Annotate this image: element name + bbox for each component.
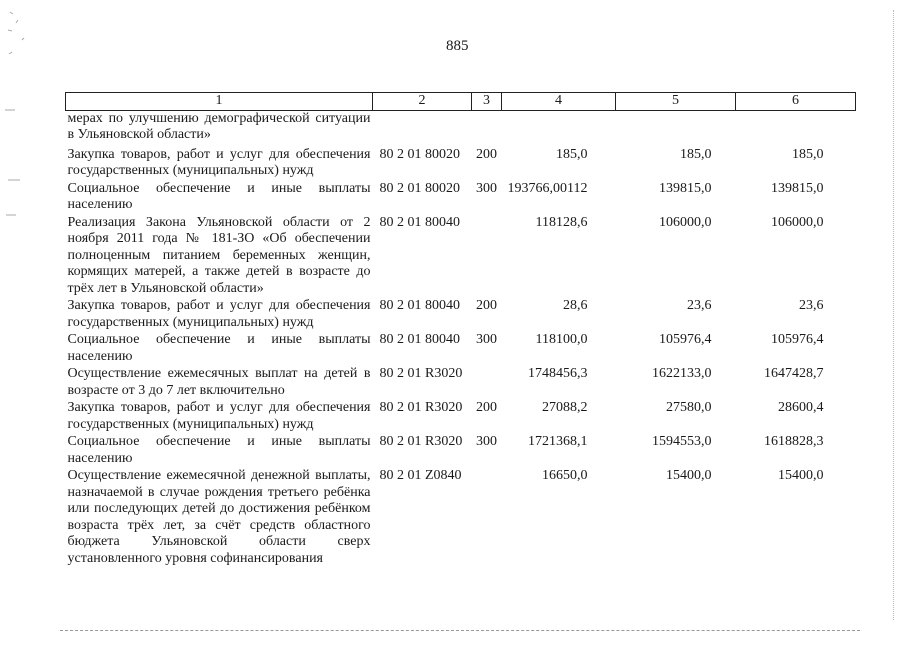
row-value-5: 27580,0 — [666, 400, 712, 415]
table-row — [66, 181, 856, 215]
table-row — [66, 298, 856, 332]
row-name: Реализация Закона Ульяновской области от 2 ноября 2011 года № 181-ЗО «Об обеспечении полноценным питанием беременных женщин, кормящих матерей, а также детей в возрасте до трёх лет в Ульяновской области» — [67, 214, 371, 296]
row-value-6: 105976,4 — [771, 332, 824, 347]
row-value-6: 139815,0 — [771, 180, 824, 196]
row-value-4: 193766,00112 — [507, 180, 588, 196]
table-row — [66, 468, 856, 568]
row-type — [472, 366, 502, 400]
row-code: 80 2 01 80020 — [379, 180, 460, 196]
row-code: 80 2 01 R3020 — [379, 366, 463, 381]
row-value-4: 118100,0 — [535, 332, 588, 347]
table-row — [66, 110, 856, 145]
row-value-6: 1618828,3 — [764, 434, 824, 449]
row-name: Социальное обеспечение и иные выплаты населению — [67, 180, 371, 212]
row-code: 80 2 01 80040 — [379, 298, 460, 313]
row-type: 200 — [476, 400, 497, 415]
scan-bottom-edge — [60, 630, 860, 631]
row-type: 200 — [476, 146, 497, 162]
row-value-5: 23,6 — [687, 298, 712, 313]
row-value-5: 106000,0 — [659, 214, 712, 230]
table-row — [66, 434, 856, 468]
row-type: 200 — [476, 298, 497, 313]
row-value-6: 185,0 — [792, 146, 824, 162]
page-number: 885 — [446, 38, 469, 54]
row-value-4: 1748456,3 — [528, 366, 588, 381]
row-code — [373, 110, 472, 145]
row-value-5: 15400,0 — [666, 468, 712, 483]
row-code: 80 2 01 R3020 — [379, 434, 463, 449]
row-name: Закупка товаров, работ и услуг для обеспечения государственных (муниципальных) нужд — [67, 146, 371, 178]
row-code: 80 2 01 80040 — [379, 214, 460, 230]
row-value-6 — [736, 110, 856, 145]
row-value-6: 28600,4 — [778, 400, 824, 415]
row-value-4: 16650,0 — [542, 468, 588, 483]
column-header-2: 2 — [373, 93, 472, 111]
table-row — [66, 366, 856, 400]
row-value-4: 1721368,1 — [528, 434, 588, 449]
row-type: 300 — [476, 180, 497, 196]
row-value-4: 185,0 — [556, 146, 588, 162]
table-row — [66, 400, 856, 434]
row-value-6: 1647428,7 — [764, 366, 824, 381]
budget-table — [65, 92, 856, 568]
table-header-row — [66, 93, 856, 111]
row-type: 300 — [476, 332, 497, 347]
row-name: Социальное обеспечение и иные выплаты населению — [67, 434, 371, 466]
row-code: 80 2 01 R3020 — [379, 400, 463, 415]
table-row — [66, 145, 856, 181]
row-value-6: 15400,0 — [778, 468, 824, 483]
column-header-3: 3 — [472, 93, 502, 111]
table-row — [66, 332, 856, 366]
scan-edge-marks — [0, 0, 40, 640]
row-name: Осуществление ежемесячной денежной выплаты, назначаемой в случае рождения третьего ребёнка или последующих детей до достижения ребёнком возраста трёх лет, за счёт средств областного бюджета Ульяновской области сверх установленного уровня софинансирования — [67, 468, 371, 566]
row-value-5: 105976,4 — [659, 332, 712, 347]
row-name: Осуществление ежемесячных выплат на детей в возрасте от 3 до 7 лет включительно — [67, 366, 371, 398]
table-row — [66, 215, 856, 299]
row-value-4: 118128,6 — [535, 214, 588, 230]
row-value-4: 28,6 — [563, 298, 588, 313]
row-value-5: 1622133,0 — [652, 366, 712, 381]
row-value-5: 185,0 — [680, 146, 712, 162]
row-code: 80 2 01 Z0840 — [379, 468, 462, 483]
row-value-6: 106000,0 — [771, 214, 824, 230]
row-type — [472, 468, 502, 568]
column-header-4: 4 — [502, 93, 616, 111]
row-value-4 — [502, 110, 616, 145]
row-value-5: 1594553,0 — [652, 434, 712, 449]
row-type: 300 — [476, 434, 497, 449]
row-name: мерах по улучшению демографической ситуации в Ульяновской области» — [67, 110, 371, 142]
column-header-6: 6 — [736, 93, 856, 111]
column-header-1: 1 — [66, 93, 373, 111]
column-header-5: 5 — [616, 93, 736, 111]
row-name: Закупка товаров, работ и услуг для обеспечения государственных (муниципальных) нужд — [67, 400, 371, 432]
row-name: Закупка товаров, работ и услуг для обеспечения государственных (муниципальных) нужд — [67, 298, 371, 330]
row-value-6: 23,6 — [799, 298, 824, 313]
row-value-5 — [616, 110, 736, 145]
row-code: 80 2 01 80020 — [379, 146, 460, 162]
row-type — [472, 110, 502, 145]
row-value-5: 139815,0 — [659, 180, 712, 196]
row-type — [472, 215, 502, 299]
row-code: 80 2 01 80040 — [379, 332, 460, 347]
row-value-4: 27088,2 — [542, 400, 588, 415]
row-name: Социальное обеспечение и иные выплаты населению — [67, 332, 371, 364]
scan-right-edge — [893, 10, 894, 620]
